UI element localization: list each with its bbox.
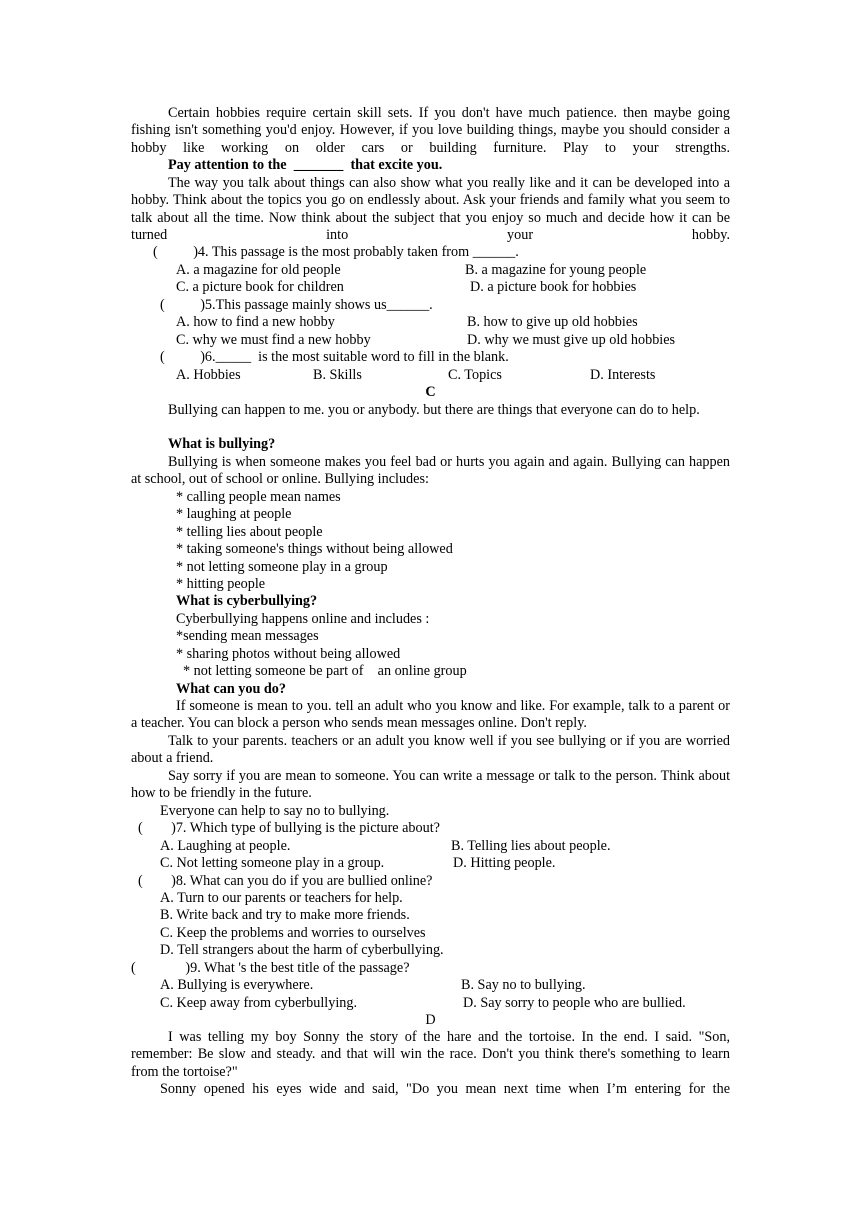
- q6-option-c: C. Topics: [448, 367, 502, 383]
- bullying-definition: Bullying is when someone makes you feel bad or hurts you again and again. Bullying can happen at school, out of school or online. Bullying includes:: [131, 454, 730, 488]
- hobby-paragraph-1: Certain hobbies require certain skill sets. If you don't have much patience. then maybe going fishing isn't something you'd enjoy. However, if you love building things, maybe you should consider a hobby like working on older cars or building furniture. Play to your strengths.: [131, 105, 731, 156]
- q5-option-d: D. why we must give up old hobbies: [467, 332, 676, 348]
- q4-option-a: A. a magazine for old people: [176, 262, 341, 278]
- heading-pay-attention: Pay attention to the _______ that excite you.: [168, 157, 443, 173]
- cyberbullying-intro: Cyberbullying happens online and includes :: [176, 611, 430, 627]
- q4-option-b: B. a magazine for young people: [465, 262, 647, 278]
- q8-option-a: A. Turn to our parents or teachers for help.: [160, 890, 403, 906]
- q9-option-d: D. Say sorry to people who are bullied.: [463, 995, 686, 1011]
- heading-what-is-cyberbullying: What is cyberbullying?: [176, 593, 318, 609]
- q9-option-a: A. Bullying is everywhere.: [160, 977, 314, 993]
- q8-option-d: D. Tell strangers about the harm of cyberbullying.: [160, 942, 444, 958]
- q4-option-d: D. a picture book for hobbies: [470, 279, 637, 295]
- q8-option-c: C. Keep the problems and worries to ourselves: [160, 925, 426, 941]
- advice-paragraph-1: If someone is mean to you. tell an adult who you know and like. For example, talk to a parent or a teacher. You can block a person who sends mean messages online. Don't reply.: [131, 698, 730, 732]
- question-4: ( )4. This passage is the most probably taken from ______.: [153, 244, 519, 260]
- bullying-list-item: * telling lies about people: [176, 524, 323, 540]
- q6-option-a: A. Hobbies: [176, 367, 241, 383]
- q5-option-c: C. why we must find a new hobby: [176, 332, 371, 348]
- heading-what-can-you-do: What can you do?: [176, 681, 286, 697]
- q7-option-a: A. Laughing at people.: [160, 838, 291, 854]
- advice-paragraph-2: Talk to your parents. teachers or an adult you know well if you see bullying or if you are worried about a friend.: [131, 733, 731, 767]
- bullying-list-item: * hitting people: [176, 576, 266, 592]
- q9-option-b: B. Say no to bullying.: [461, 977, 586, 993]
- q7-option-b: B. Telling lies about people.: [451, 838, 611, 854]
- q7-option-c: C. Not letting someone play in a group.: [160, 855, 385, 871]
- q8-option-b: B. Write back and try to make more friends.: [160, 907, 410, 923]
- question-7: ( )7. Which type of bullying is the picture about?: [138, 820, 440, 836]
- advice-closing: Everyone can help to say no to bullying.: [160, 803, 390, 819]
- bullying-list-item: * calling people mean names: [176, 489, 341, 505]
- q4-option-c: C. a picture book for children: [176, 279, 344, 295]
- hobby-paragraph-2: The way you talk about things can also show what you really like and it can be developed into a hobby. Think about the topics you go on endlessly about. Ask your friends and family what you seem to talk about all the time. Now think about the subject that you enjoy so much and decide how it can be turned into your hobby.: [131, 175, 731, 244]
- question-6: ( )6._____ is the most suitable word to fill in the blank.: [160, 349, 509, 365]
- advice-paragraph-3: Say sorry if you are mean to someone. You can write a message or talk to the person. Think about how to be friendly in the future.: [131, 768, 731, 802]
- question-5: ( )5.This passage mainly shows us______.: [160, 297, 433, 313]
- cyberbullying-list-item: *sending mean messages: [176, 628, 319, 644]
- bullying-list-item: * taking someone's things without being allowed: [176, 541, 453, 557]
- q6-option-b: B. Skills: [313, 367, 362, 383]
- cyberbullying-list-item: * sharing photos without being allowed: [176, 646, 401, 662]
- q9-option-c: C. Keep away from cyberbullying.: [160, 995, 357, 1011]
- q6-option-d: D. Interests: [590, 367, 656, 383]
- section-d-letter: D: [425, 1012, 436, 1028]
- story-paragraph-2: Sonny opened his eyes wide and said, "Do you mean next time when I’m entering for the: [160, 1081, 730, 1097]
- question-8: ( )8. What can you do if you are bullied online?: [138, 873, 433, 889]
- cyberbullying-list-item: * not letting someone be part of an online group: [183, 663, 467, 679]
- bullying-list-item: * laughing at people: [176, 506, 292, 522]
- story-paragraph-1: I was telling my boy Sonny the story of the hare and the tortoise. In the end. I said. "Son, remember: Be slow and steady. and that will win the race. Don't you think there's something to learn from the tortoise?": [131, 1029, 730, 1080]
- q5-option-a: A. how to find a new hobby: [176, 314, 335, 330]
- question-9: ( )9. What 's the best title of the passage?: [131, 960, 410, 976]
- bullying-intro: Bullying can happen to me. you or anybody. but there are things that everyone can do to help.: [168, 402, 700, 418]
- q5-option-b: B. how to give up old hobbies: [467, 314, 638, 330]
- heading-what-is-bullying: What is bullying?: [168, 436, 276, 452]
- section-c-letter: C: [425, 384, 436, 400]
- bullying-list-item: * not letting someone play in a group: [176, 559, 388, 575]
- q7-option-d: D. Hitting people.: [453, 855, 556, 871]
